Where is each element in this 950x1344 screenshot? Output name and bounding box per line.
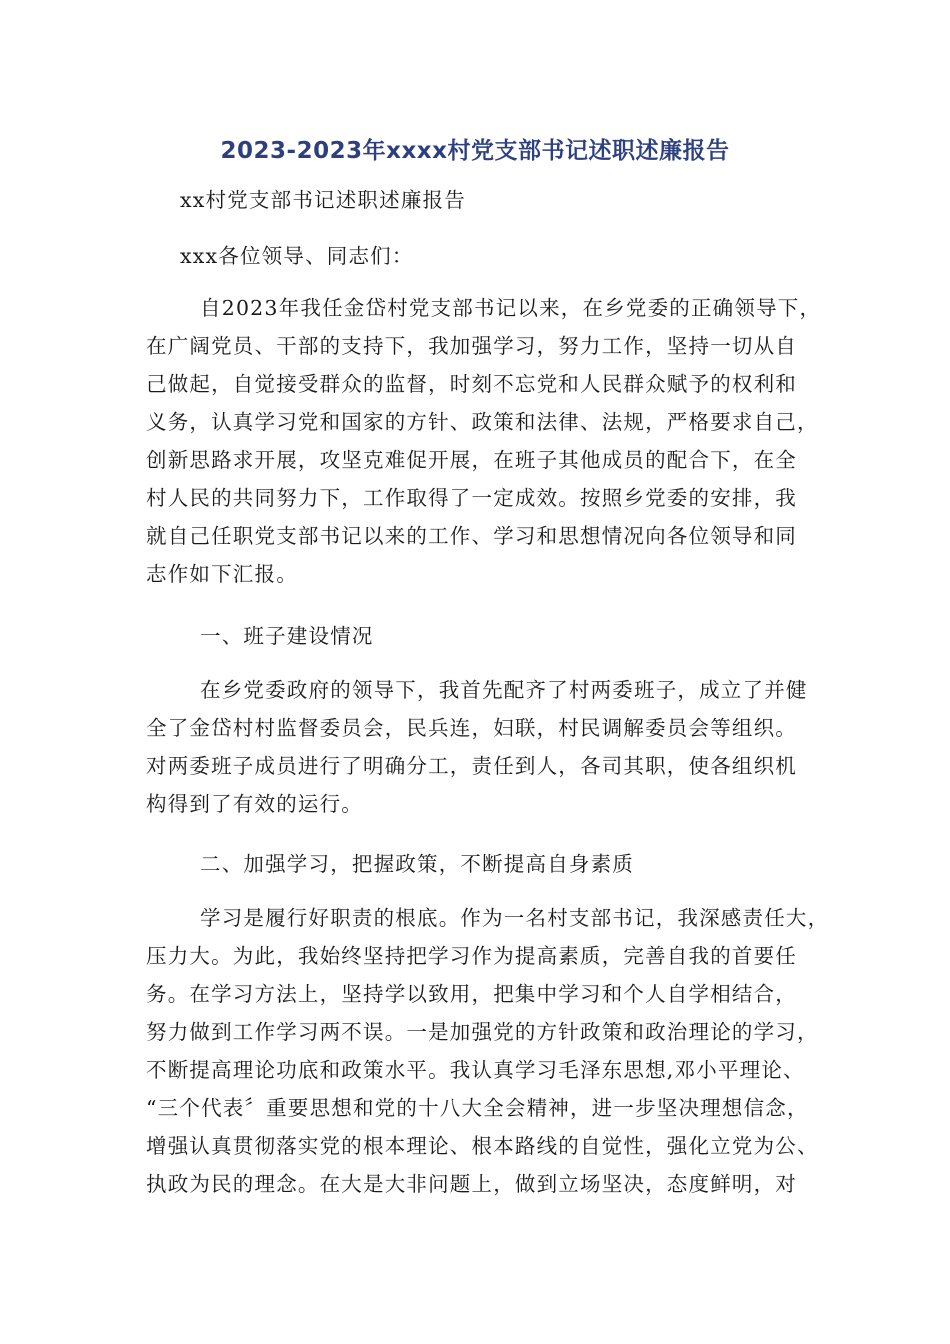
section2-line: 执政为民的理念。在大是大非问题上，做到立场坚决，态度鲜明，对 bbox=[146, 1172, 797, 1196]
section1-line: 对两委班子成员进行了明确分工，责任到人，各司其职，使各组织机 bbox=[146, 754, 797, 778]
section2-line: 不断提高理论功底和政策水平。我认真学习毛泽东思想,邓小平理论、 bbox=[146, 1058, 805, 1082]
intro-line: 村人民的共同努力下，工作取得了一定成效。按照乡党委的安排，我 bbox=[146, 486, 797, 510]
section-heading-team-building: 一、班子建设情况 bbox=[200, 624, 374, 648]
intro-line: 己做起，自觉接受群众的监督，时刻不忘党和人民群众赋予的权利和 bbox=[146, 372, 797, 396]
intro-line: 创新思路求开展，攻坚克难促开展，在班子其他成员的配合下，在全 bbox=[146, 448, 797, 472]
document-title: 2023-2023年xxxx村党支部书记述职述廉报告 bbox=[220, 138, 730, 164]
section2-line: “三个代表〞重要思想和党的十八大全会精神，进一步坚决理想信念， bbox=[146, 1096, 809, 1120]
intro-line: 义务，认真学习党和国家的方针、政策和法律、法规，严格要求自己， bbox=[146, 410, 819, 434]
section2-line: 学习是履行好职责的根底。作为一名村支部书记，我深感责任大， bbox=[200, 906, 830, 930]
intro-line: 自2023年我任金岱村党支部书记以来，在乡党委的正确领导下， bbox=[200, 296, 822, 320]
intro-line: 就自己任职党支部书记以来的工作、学习和思想情况向各位领导和同 bbox=[146, 524, 797, 548]
section-heading-study: 二、加强学习，把握政策，不断提高自身素质 bbox=[200, 852, 634, 876]
section2-line: 增强认真贯彻落实党的根本理论、根本路线的自觉性，强化立党为公、 bbox=[146, 1134, 819, 1158]
document-subtitle: xx村党支部书记述职述廉报告 bbox=[180, 188, 466, 212]
section1-line: 全了金岱村村监督委员会，民兵连，妇联，村民调解委员会等组织。 bbox=[146, 716, 797, 740]
intro-line: 在广阔党员、干部的支持下，我加强学习，努力工作，坚持一切从自 bbox=[146, 334, 797, 358]
section2-line: 务。在学习方法上，坚持学以致用，把集中学习和个人自学相结合， bbox=[146, 982, 797, 1006]
section1-line: 构得到了有效的运行。 bbox=[146, 792, 363, 816]
intro-line: 志作如下汇报。 bbox=[146, 562, 298, 586]
section2-line: 努力做到工作学习两不误。一是加强党的方针政策和政治理论的学习， bbox=[146, 1020, 819, 1044]
salutation: xxx各位领导、同志们： bbox=[180, 244, 414, 268]
section2-line: 压力大。为此，我始终坚持把学习作为提高素质，完善自我的首要任 bbox=[146, 944, 797, 968]
section1-line: 在乡党委政府的领导下，我首先配齐了村两委班子，成立了并健 bbox=[200, 678, 808, 702]
